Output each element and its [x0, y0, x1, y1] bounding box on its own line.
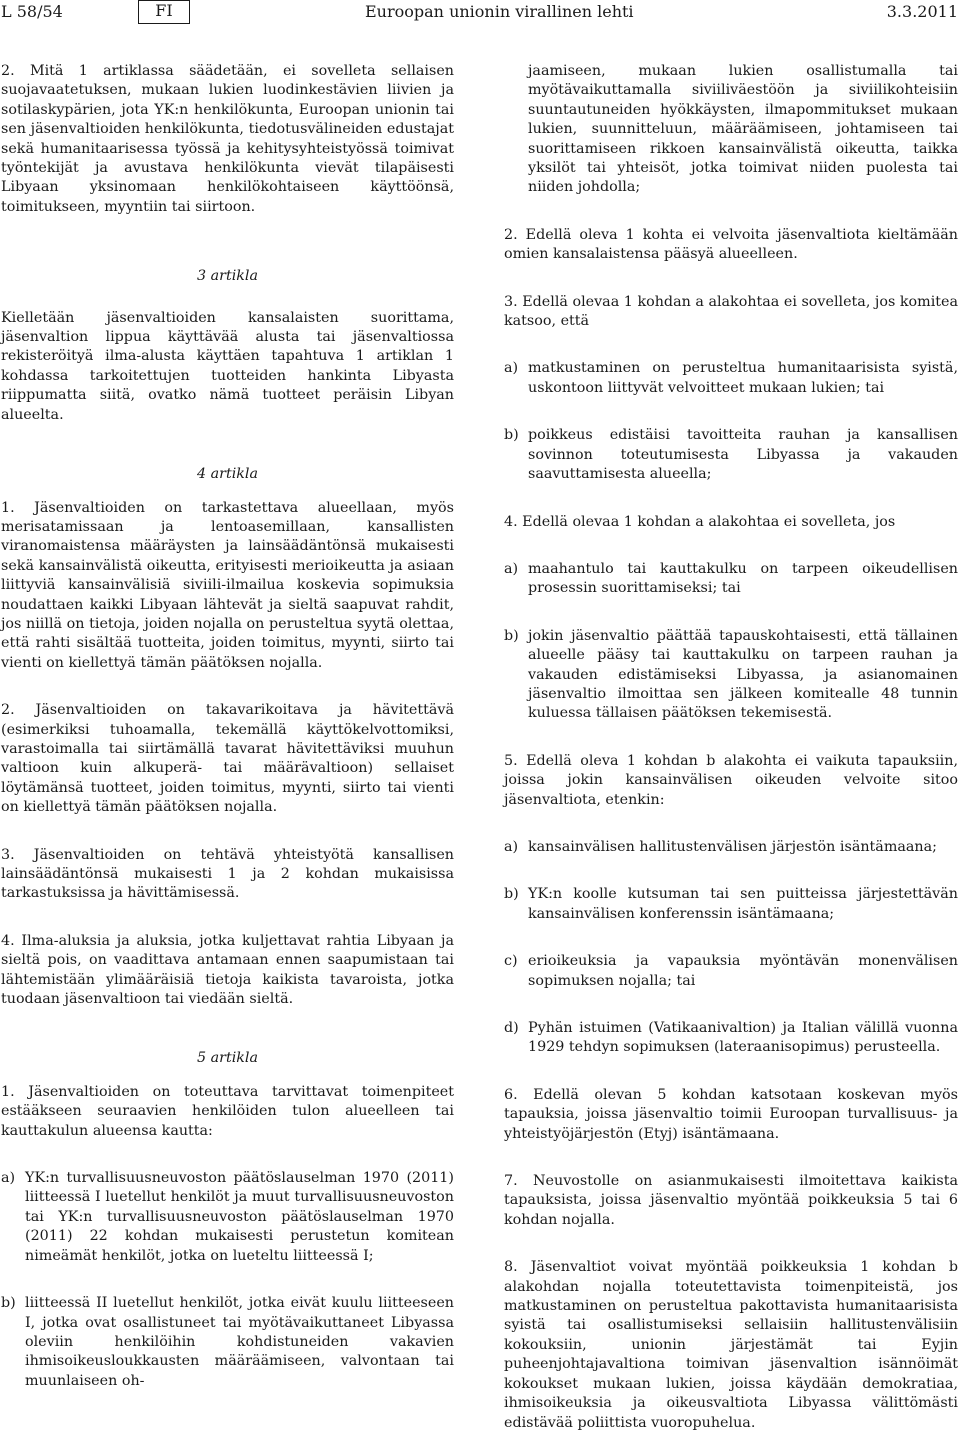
list-label: b)	[504, 427, 519, 444]
list-text: erioikeuksia ja vapauksia myöntävän monenvälisen sopimuksen nojalla; tai	[528, 953, 958, 989]
list-text: kansainvälisen hallitustenvälisen järjestön isäntämaana;	[528, 838, 937, 855]
article-title: 5 artikla	[196, 1050, 259, 1067]
list-item	[504, 838, 958, 857]
journal-title: Euroopan unionin virallinen lehti	[365, 2, 634, 21]
paragraph: 1. Jäsenvaltioiden on tarkastettava alueellaan, myös merisatamissaan ja lentoasemillaan, kansallisten viranomaistensa määräysten ja lainsäädäntönsä mukaisesti sekä kansainvälistä oikeutta, erityisesti merioikeutta ja asiaan liittyviä kansainvälisiä siviili-ilmailua koskevia sopimuksia noudattaen kaikki Libyaan lähtevät ja sieltä saapuvat rahdit, jos niillä on tietoja, joiden nojalla on perusteltua syytä olettaa, että rahti sisältää tuotteita, joiden toimitus, myynti, siirto tai vienti on kiellettyä tämän päätöksen nojalla.	[1, 499, 454, 671]
list-text: YK:n turvallisuusneuvoston päätöslauselman 1970 (2011) liitteessä I luetellut henkilöt ja muut turvallisuusneuvoston tai YK:n turvallisuusneuvoston päätöslauselman 1970 (2011) 22 kohdan mukaisesti perustetun komitean nimeämät henkilöt, jotka on lueteltu liitteessä I;	[25, 1170, 454, 1264]
paragraph: Kielletään jäsenvaltioiden kansalaisten suorittama, jäsenvaltion lippua käyttävää alusta tai jäsenvaltiossa rekisteröityä ilma-alusta käyttäen tapahtuva 1 artiklan 1 kohdassa tarkoitettujen tuotteiden hankinta Libyasta riippumatta siitä, ovatko nämä tuotteet peräisin Libyan alueelta.	[1, 309, 454, 423]
list-label: a)	[504, 560, 519, 577]
list-item	[1, 1169, 454, 1266]
publication-date: 3.3.2011	[886, 2, 958, 21]
list-item	[1, 1294, 454, 1391]
list-label: a)	[504, 360, 519, 377]
list-item	[504, 426, 958, 484]
list-label: b)	[1, 1295, 16, 1312]
list-text: YK:n koolle kutsuman tai sen puitteissa järjestettävän kansainvälisen konferenssin isäntämaana;	[528, 886, 958, 922]
list-text: maahantulo tai kauttakulku on tarpeen oikeudellisen prosessin suorittamiseksi; tai	[528, 560, 958, 597]
paragraph: 1. Jäsenvaltioiden on toteuttava tarvittavat toimenpiteet estääkseen seuraavien henkilöiden tulon alueelleen tai kauttakulun alueensa kautta:	[1, 1083, 454, 1139]
paragraph: 2. Mitä 1 artiklassa säädetään, ei sovelleta sellaisen suojavaatetuksen, mukaan lukien luodinkestävien liivien ja sotilaskypärien, jota YK:n henkilökunta, Euroopan unionin tai sen jäsenvaltioiden henkilökunta, tiedotusvälineiden edustajat sekä humanitaarisessa työssä ja kehitysyhteistyössä toimivat työntekijät ja avustava henkilökunta vievät tilapäisesti Libyaan yksinomaan henkilökohtaiseen käyttöönsä, toimitukseen, myyntiin tai siirtoon.	[1, 63, 454, 215]
paragraph: 2. Edellä oleva 1 kohta ei velvoita jäsenvaltiota kieltämään omien kansalaistensa pääsyä alueelleen.	[504, 226, 958, 263]
list-text: matkustaminen on perusteltua humanitaarisista syistä, uskontoon liittyvät velvoitteet mukaan lukien; tai	[528, 360, 958, 396]
list-label: a)	[504, 838, 519, 855]
list-item	[504, 1019, 958, 1058]
list-label: a)	[1, 1170, 16, 1187]
list-label: c)	[504, 953, 518, 970]
list-text: poikkeus edistäisi tavoitteita rauhan ja kansallisen sovinnon toteutumisesta Libyassa ja vakauden saavuttamisesta alueella;	[528, 427, 958, 483]
list-text: jokin jäsenvaltio päättää tapauskohtaisesti, että tällainen alueelle pääsy tai kauttakulku on tarpeen rauhan ja vakauden edistämiseksi Libyassa, ja asianomainen jäsenvaltio ilmoittaa sen jälkeen komitealle 48 tunnin kuluessa tällaisen päätöksen tekemisestä.	[528, 627, 958, 722]
article-title: 3 artikla	[196, 268, 259, 285]
list-item	[504, 885, 958, 924]
paragraph: 2. Jäsenvaltioiden on takavarikoitava ja hävitettävä (esimerkiksi tuhoamalla, tekemällä käyttökelvottomiksi, varastoimalla tai siirtämällä tavarat hävitettäviksi muuhun valtioon kuin alkuperä- tai määrävaltioon) sellaiset löytämänsä tuotteet, joiden toimitus, myynti, siirto tai vienti on kiellettyä tämän päätöksen nojalla.	[1, 702, 454, 816]
paragraph: 8. Jäsenvaltiot voivat myöntää poikkeuksia 1 kohdan b alakohdan nojalla toteutettavista toimenpiteistä, jos matkustaminen on perusteltua pakottavista humanitaarisista syistä tai osallistumiseksi sellaisiin hallitustenvälisiin kokouksiin, unionin järjestämät tai Eyjin puheenjohtajavaltiona toimivan jäsenvaltion isännöimät kokoukset mukaan lukien, joissa käydään demokratiaa, ihmisoikeuksia ja oikeusvaltiota Libyassa välittömästi edistävää poliittista vuoropuhelua.	[504, 1259, 958, 1431]
left-column	[1, 62, 454, 1391]
paragraph: 3. Edellä olevaa 1 kohdan a alakohtaa ei sovelleta, jos komitea katsoo, että	[504, 293, 958, 330]
list-label: b)	[504, 627, 519, 644]
list-label: d)	[504, 1020, 519, 1036]
list-item	[504, 560, 958, 599]
language-box	[138, 0, 190, 24]
list-item-continued	[504, 62, 958, 198]
language-code: FI	[155, 1, 173, 20]
paragraph: 6. Edellä olevan 5 kohdan katsotaan koskevan myös tapauksia, joissa jäsenvaltio toimii Euroopan turvallisuus- ja yhteistyöjärjestön (Etyj) isäntämaana.	[504, 1086, 958, 1142]
paragraph: 3. Jäsenvaltioiden on tehtävä yhteistyötä kansallisen lainsäädäntönsä mukaisesti 1 ja 2 kohdan mukaisissa tarkastuksissa ja hävittämisessä.	[1, 846, 454, 902]
list-item	[504, 952, 958, 991]
list-text: jaamiseen, mukaan lukien osallistumalla tai myötävaikuttamalla siviiliväestöön ja siviilikohteisiin suuntautuneiden hyökkäysten, ilmapommitukset mukaan lukien, suunnitteluun, määräämiseen, johtamiseen tai suorittamiseen rikkoen kansainvälistä oikeutta, taikka yksilöt tai yhteisöt, jotka toimivat niiden puolesta tai niiden johdolla;	[528, 63, 958, 196]
paragraph: 5. Edellä oleva 1 kohdan b alakohta ei vaikuta tapauksiin, joissa jokin kansainvälisen oikeuden velvoite sitoo jäsenvaltiota, etenkin:	[504, 752, 958, 808]
list-text: Pyhän istuimen (Vatikaanivaltion) ja Italian välillä vuonna 1929 tehdyn sopimuksen (lateraanisopimus) perusteella.	[528, 1020, 958, 1056]
paragraph: 7. Neuvostolle on asianmukaisesti ilmoitettava kaikista tapauksista, joissa jäsenvaltio myöntää poikkeuksia 5 tai 6 kohdan nojalla.	[504, 1173, 958, 1228]
paragraph: 4. Edellä olevaa 1 kohdan a alakohtaa ei sovelleta, jos	[504, 513, 896, 530]
list-item	[504, 627, 958, 724]
list-text: liitteessä II luetellut henkilöt, jotka eivät kuulu liitteeseen I, jotka ovat osallistuneet tai myötävaikuttaneet Libyassa oleviin henkilöihin kohdistuneiden vakavien ihmisoikeusloukkausten määräämiseen, valvontaan tai muunlaiseen oh-	[25, 1295, 454, 1389]
page-number: L 58/54	[1, 2, 63, 21]
page-header	[0, 0, 960, 28]
right-column	[504, 62, 958, 1433]
list-label: b)	[504, 886, 519, 903]
article-title: 4 artikla	[196, 466, 259, 483]
paragraph: 4. Ilma-aluksia ja aluksia, jotka kuljettavat rahtia Libyaan ja sieltä pois, on vaadittava antamaan ennen saapumistaan tai lähtemistään ylimääräisiä tietoja kaikista tavaroista, jotka tuodaan jäsenvaltioon tai viedään sieltä.	[1, 932, 454, 1008]
list-item	[504, 359, 958, 398]
